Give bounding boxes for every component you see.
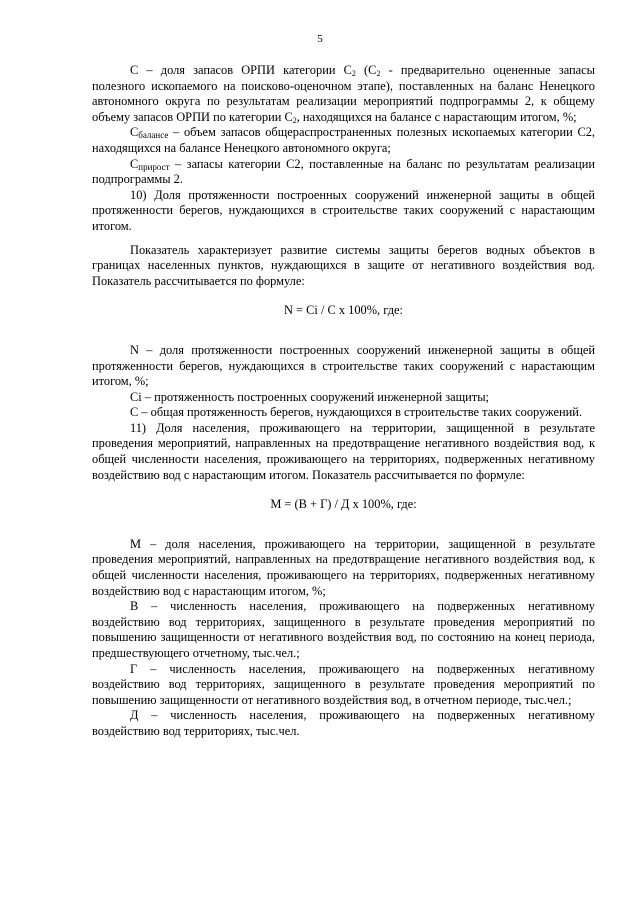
formula-n: N = Ci / C x 100%, где: — [284, 303, 403, 318]
paragraph-indicator-10: 10) Доля протяженности построенных сооружений инженерной защиты в общей протяженности берегов, нуждающихся в строительстве таких сооружений с нарастающим итогом. — [92, 187, 595, 233]
paragraph-d-definition: Д – численность населения, проживающего на подверженных негативному воздействию вод территориях, тыс.чел. — [92, 708, 595, 738]
paragraph-c-increase: $С_{прирост}$ – запасы категории С2, поставленные на баланс по результатам реализации подпрограммы 2. — [92, 156, 595, 187]
paragraph-v-definition: В – численность населения, проживающего на подверженных негативному воздействию вод территориях, защищенного в результате проведения мероприятий по повышению защищенности от негативного воздействия вод, по состоянию на конец периода, предшествующего отчетному, тыс.чел.; — [92, 599, 595, 660]
paragraph-ci-definition: Ci – протяженность построенных сооружений инженерной защиты; — [130, 389, 489, 404]
page-number: 5 — [317, 33, 323, 45]
paragraph-g-definition: Г – численность населения, проживающего на подверженных негативному воздействию вод территориях, защищенного в результате проведения мероприятий по повышению защищенности от негативного воздействия вод, в отчетном периоде, тыс.чел.; — [92, 661, 595, 707]
formula-m: М = (В + Г) / Д х 100%, где: — [270, 497, 417, 512]
paragraph-m-definition: М – доля населения, проживающего на территории, защищенной в результате проведения мероприятий, направленных на предотвращение негативного воздействия вод, к общей численности населения, проживающего на территориях, подверженных негативному воздействию вод с нарастающим итогом, %; — [92, 536, 595, 598]
paragraph-n-definition: N – доля протяженности построенных сооружений инженерной защиты в общей протяженности берегов, нуждающихся в строительстве таких сооружений с нарастающим итогом, %; — [92, 342, 595, 389]
document-body — [92, 63, 595, 740]
paragraph-indicator-10-description: Показатель характеризует развитие системы защиты берегов водных объектов в границах населенных пунктов, нуждающихся в защите от негативного воздействия вод. Показатель рассчитывается по формуле: — [92, 242, 595, 288]
paragraph-c-definition: С – общая протяженность берегов, нуждающихся в строительстве таких сооружений. — [130, 405, 582, 420]
paragraph-c-share: С – доля запасов ОРПИ категории $С_2$ ($С_2$ - предварительно оцененные запасы полезного ископаемого на поисково-оценочном этапе), поставленных на баланс Ненецкого автономного округа по результатам реализации мероприятий подпрограммы 2, к общему объему запасов ОРПИ по категории $С_2$, находящихся на балансе с нарастающим итогом, %; — [92, 63, 595, 125]
paragraph-indicator-11: 11) Доля населения, проживающего на территории, защищенной в результате проведения мероприятий, направленных на предотвращение негативного воздействия вод, к общей численности населения, проживающего на территориях, подверженных негативному воздействию вод с нарастающим итогом. Показатель рассчитывается по формуле: — [92, 420, 595, 482]
paragraph-c-balance: $С_{балансе}$ – объем запасов общераспространенных полезных ископаемых категории С2, находящихся на балансе Ненецкого автономного округа; — [92, 125, 595, 155]
